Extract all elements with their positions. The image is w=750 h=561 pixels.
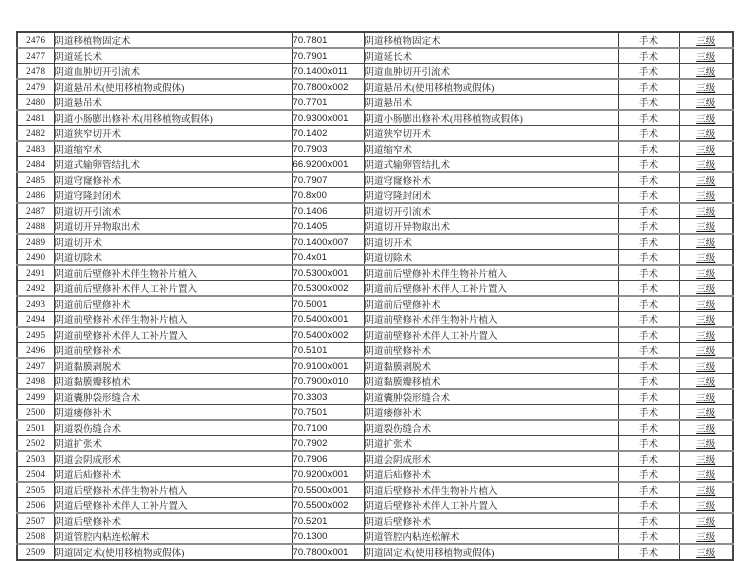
procedure-name-repeat-cell: 阴道后疝修补术 — [364, 467, 618, 483]
procedure-table — [16, 31, 734, 561]
category-cell: 手术 — [618, 312, 679, 328]
row-index-cell: 2482 — [17, 126, 54, 142]
procedure-name-cell: 阴道切开术 — [54, 234, 292, 250]
procedure-name-repeat-cell: 阴道管腔内粘连松解术 — [364, 529, 618, 545]
category-cell: 手术 — [618, 544, 679, 560]
procedure-name-repeat-cell: 阴道缩窄术 — [364, 141, 618, 157]
table-row — [17, 327, 733, 343]
table-row — [17, 219, 733, 235]
category-cell: 手术 — [618, 265, 679, 281]
procedure-name-repeat-cell: 阴道延长术 — [364, 48, 618, 64]
category-cell: 手术 — [618, 420, 679, 436]
row-index-cell: 2485 — [17, 172, 54, 188]
icd-code-cell: 70.7902 — [292, 436, 364, 452]
procedure-name-repeat-cell: 阴道前壁修补术 — [364, 343, 618, 359]
level-cell: 三级 — [679, 234, 733, 250]
level-cell: 三级 — [679, 312, 733, 328]
procedure-name-repeat-cell: 阴道前后壁修补术伴生物补片植入 — [364, 265, 618, 281]
procedure-name-repeat-cell: 阴道穹窿修补术 — [364, 172, 618, 188]
procedure-name-cell: 阴道瘘修补术 — [54, 405, 292, 421]
level-cell: 三级 — [679, 482, 733, 498]
icd-code-cell: 70.1400x011 — [292, 64, 364, 80]
procedure-name-repeat-cell: 阴道切开异物取出术 — [364, 219, 618, 235]
procedure-name-repeat-cell: 阴道切开术 — [364, 234, 618, 250]
procedure-name-repeat-cell: 阴道黏膜瓣移植术 — [364, 374, 618, 390]
row-index-cell: 2491 — [17, 265, 54, 281]
icd-code-cell: 70.7907 — [292, 172, 364, 188]
procedure-name-cell: 阴道切开异物取出术 — [54, 219, 292, 235]
table-row — [17, 172, 733, 188]
procedure-name-cell: 阴道黏膜瓣移植术 — [54, 374, 292, 390]
procedure-name-cell: 阴道小肠膨出修补术(用移植物或假体) — [54, 110, 292, 126]
icd-code-cell: 70.5001 — [292, 296, 364, 312]
row-index-cell: 2507 — [17, 513, 54, 529]
category-cell: 手术 — [618, 467, 679, 483]
icd-code-cell: 70.5400x002 — [292, 327, 364, 343]
level-cell: 三级 — [679, 157, 733, 173]
level-cell: 三级 — [679, 374, 733, 390]
category-cell: 手术 — [618, 203, 679, 219]
table-row — [17, 343, 733, 359]
table-row — [17, 498, 733, 514]
category-cell: 手术 — [618, 405, 679, 421]
procedure-name-cell: 阴道前后壁修补术伴生物补片植入 — [54, 265, 292, 281]
row-index-cell: 2499 — [17, 389, 54, 405]
icd-code-cell: 70.5101 — [292, 343, 364, 359]
level-cell: 三级 — [679, 95, 733, 111]
procedure-name-cell: 阴道后壁修补术 — [54, 513, 292, 529]
row-index-cell: 2504 — [17, 467, 54, 483]
table-row — [17, 32, 733, 48]
procedure-name-cell: 阴道会阴成形术 — [54, 451, 292, 467]
procedure-name-repeat-cell: 阴道前后壁修补术 — [364, 296, 618, 312]
category-cell: 手术 — [618, 110, 679, 126]
level-cell: 三级 — [679, 110, 733, 126]
level-cell: 三级 — [679, 126, 733, 142]
icd-code-cell: 70.8x00 — [292, 188, 364, 204]
procedure-name-repeat-cell: 阴道切除术 — [364, 250, 618, 266]
procedure-name-repeat-cell: 阴道血肿切开引流术 — [364, 64, 618, 80]
category-cell: 手术 — [618, 513, 679, 529]
row-index-cell: 2477 — [17, 48, 54, 64]
procedure-name-repeat-cell: 阴道狭窄切开术 — [364, 126, 618, 142]
procedure-name-repeat-cell: 阴道扩张术 — [364, 436, 618, 452]
table-row — [17, 436, 733, 452]
table-row — [17, 358, 733, 374]
procedure-name-cell: 阴道前后壁修补术伴人工补片置入 — [54, 281, 292, 297]
table-row — [17, 141, 733, 157]
procedure-name-cell: 阴道式输卵管结扎术 — [54, 157, 292, 173]
row-index-cell: 2492 — [17, 281, 54, 297]
level-cell: 三级 — [679, 451, 733, 467]
category-cell: 手术 — [618, 157, 679, 173]
procedure-name-cell: 阴道前壁修补术伴生物补片植入 — [54, 312, 292, 328]
procedure-name-cell: 阴道切除术 — [54, 250, 292, 266]
category-cell: 手术 — [618, 281, 679, 297]
table-row — [17, 451, 733, 467]
category-cell: 手术 — [618, 32, 679, 48]
row-index-cell: 2497 — [17, 358, 54, 374]
row-index-cell: 2494 — [17, 312, 54, 328]
procedure-name-repeat-cell: 阴道式输卵管结扎术 — [364, 157, 618, 173]
icd-code-cell: 70.1400x007 — [292, 234, 364, 250]
level-cell: 三级 — [679, 467, 733, 483]
category-cell: 手术 — [618, 327, 679, 343]
category-cell: 手术 — [618, 95, 679, 111]
icd-code-cell: 70.7903 — [292, 141, 364, 157]
row-index-cell: 2498 — [17, 374, 54, 390]
category-cell: 手术 — [618, 48, 679, 64]
level-cell: 三级 — [679, 64, 733, 80]
procedure-name-repeat-cell: 阴道裂伤缝合术 — [364, 420, 618, 436]
procedure-name-repeat-cell: 阴道固定术(使用移植物或假体) — [364, 544, 618, 560]
category-cell: 手术 — [618, 188, 679, 204]
category-cell: 手术 — [618, 451, 679, 467]
category-cell: 手术 — [618, 172, 679, 188]
procedure-name-repeat-cell: 阴道悬吊术 — [364, 95, 618, 111]
icd-code-cell: 70.7800x001 — [292, 544, 364, 560]
procedure-name-cell: 阴道狭窄切开术 — [54, 126, 292, 142]
table-row — [17, 374, 733, 390]
icd-code-cell: 70.1405 — [292, 219, 364, 235]
procedure-name-cell: 阴道悬吊术(使用移植物或假体) — [54, 79, 292, 95]
table-row — [17, 312, 733, 328]
procedure-name-repeat-cell: 阴道移植物固定术 — [364, 32, 618, 48]
row-index-cell: 2476 — [17, 32, 54, 48]
category-cell: 手术 — [618, 126, 679, 142]
procedure-name-cell: 阴道裂伤缝合术 — [54, 420, 292, 436]
procedure-name-cell: 阴道前壁修补术伴人工补片置入 — [54, 327, 292, 343]
icd-code-cell: 70.7701 — [292, 95, 364, 111]
table-row — [17, 203, 733, 219]
procedure-table-body — [17, 32, 733, 560]
procedure-name-repeat-cell: 阴道后壁修补术 — [364, 513, 618, 529]
procedure-name-cell: 阴道扩张术 — [54, 436, 292, 452]
row-index-cell: 2501 — [17, 420, 54, 436]
row-index-cell: 2505 — [17, 482, 54, 498]
level-cell: 三级 — [679, 498, 733, 514]
icd-code-cell: 70.5300x002 — [292, 281, 364, 297]
procedure-name-cell: 阴道穹隆封闭术 — [54, 188, 292, 204]
procedure-name-cell: 阴道缩窄术 — [54, 141, 292, 157]
level-cell: 三级 — [679, 436, 733, 452]
icd-code-cell: 70.7501 — [292, 405, 364, 421]
procedure-name-cell: 阴道悬吊术 — [54, 95, 292, 111]
level-cell: 三级 — [679, 544, 733, 560]
level-cell: 三级 — [679, 32, 733, 48]
procedure-name-cell: 阴道后壁修补术伴人工补片置入 — [54, 498, 292, 514]
row-index-cell: 2481 — [17, 110, 54, 126]
table-row — [17, 420, 733, 436]
category-cell: 手术 — [618, 219, 679, 235]
category-cell: 手术 — [618, 374, 679, 390]
procedure-name-repeat-cell: 阴道后壁修补术伴人工补片置入 — [364, 498, 618, 514]
procedure-name-cell: 阴道切开引流术 — [54, 203, 292, 219]
category-cell: 手术 — [618, 389, 679, 405]
category-cell: 手术 — [618, 234, 679, 250]
icd-code-cell: 70.1402 — [292, 126, 364, 142]
row-index-cell: 2500 — [17, 405, 54, 421]
table-row — [17, 296, 733, 312]
row-index-cell: 2483 — [17, 141, 54, 157]
procedure-name-repeat-cell: 阴道前后壁修补术伴人工补片置入 — [364, 281, 618, 297]
procedure-name-repeat-cell: 阴道悬吊术(使用移植物或假体) — [364, 79, 618, 95]
level-cell: 三级 — [679, 513, 733, 529]
level-cell: 三级 — [679, 141, 733, 157]
procedure-name-cell: 阴道后壁修补术伴生物补片植入 — [54, 482, 292, 498]
level-cell: 三级 — [679, 219, 733, 235]
procedure-name-repeat-cell: 阴道前壁修补术伴人工补片置入 — [364, 327, 618, 343]
level-cell: 三级 — [679, 172, 733, 188]
table-row — [17, 529, 733, 545]
table-row — [17, 513, 733, 529]
row-index-cell: 2508 — [17, 529, 54, 545]
level-cell: 三级 — [679, 358, 733, 374]
row-index-cell: 2479 — [17, 79, 54, 95]
row-index-cell: 2509 — [17, 544, 54, 560]
category-cell: 手术 — [618, 498, 679, 514]
table-row — [17, 79, 733, 95]
procedure-name-repeat-cell: 阴道后壁修补术伴生物补片植入 — [364, 482, 618, 498]
level-cell: 三级 — [679, 420, 733, 436]
row-index-cell: 2488 — [17, 219, 54, 235]
procedure-name-repeat-cell: 阴道会阴成形术 — [364, 451, 618, 467]
icd-code-cell: 70.7906 — [292, 451, 364, 467]
row-index-cell: 2487 — [17, 203, 54, 219]
level-cell: 三级 — [679, 250, 733, 266]
icd-code-cell: 70.5300x001 — [292, 265, 364, 281]
procedure-name-repeat-cell: 阴道瘘修补术 — [364, 405, 618, 421]
procedure-name-cell: 阴道血肿切开引流术 — [54, 64, 292, 80]
level-cell: 三级 — [679, 79, 733, 95]
icd-code-cell: 70.5500x001 — [292, 482, 364, 498]
category-cell: 手术 — [618, 529, 679, 545]
row-index-cell: 2480 — [17, 95, 54, 111]
icd-code-cell: 70.5201 — [292, 513, 364, 529]
table-row — [17, 126, 733, 142]
icd-code-cell: 70.7100 — [292, 420, 364, 436]
level-cell: 三级 — [679, 203, 733, 219]
level-cell: 三级 — [679, 529, 733, 545]
procedure-name-cell: 阴道管腔内粘连松解术 — [54, 529, 292, 545]
icd-code-cell: 70.1406 — [292, 203, 364, 219]
level-cell: 三级 — [679, 389, 733, 405]
table-row — [17, 234, 733, 250]
procedure-name-cell: 阴道前后壁修补术 — [54, 296, 292, 312]
row-index-cell: 2489 — [17, 234, 54, 250]
category-cell: 手术 — [618, 141, 679, 157]
procedure-name-repeat-cell: 阴道黏膜剥脱术 — [364, 358, 618, 374]
table-row — [17, 265, 733, 281]
icd-code-cell: 70.4x01 — [292, 250, 364, 266]
row-index-cell: 2486 — [17, 188, 54, 204]
level-cell: 三级 — [679, 281, 733, 297]
icd-code-cell: 70.9200x001 — [292, 467, 364, 483]
category-cell: 手术 — [618, 482, 679, 498]
row-index-cell: 2502 — [17, 436, 54, 452]
row-index-cell: 2495 — [17, 327, 54, 343]
row-index-cell: 2493 — [17, 296, 54, 312]
icd-code-cell: 70.5400x001 — [292, 312, 364, 328]
table-row — [17, 250, 733, 266]
table-row — [17, 48, 733, 64]
level-cell: 三级 — [679, 327, 733, 343]
row-index-cell: 2478 — [17, 64, 54, 80]
icd-code-cell: 70.7900x010 — [292, 374, 364, 390]
table-row — [17, 157, 733, 173]
procedure-name-cell: 阴道囊肿袋形缝合术 — [54, 389, 292, 405]
table-row — [17, 281, 733, 297]
icd-code-cell: 70.9100x001 — [292, 358, 364, 374]
icd-code-cell: 70.3303 — [292, 389, 364, 405]
level-cell: 三级 — [679, 343, 733, 359]
procedure-name-cell: 阴道移植物固定术 — [54, 32, 292, 48]
icd-code-cell: 70.9300x001 — [292, 110, 364, 126]
procedure-name-cell: 阴道黏膜剥脱术 — [54, 358, 292, 374]
category-cell: 手术 — [618, 79, 679, 95]
level-cell: 三级 — [679, 48, 733, 64]
level-cell: 三级 — [679, 296, 733, 312]
category-cell: 手术 — [618, 343, 679, 359]
table-row — [17, 110, 733, 126]
category-cell: 手术 — [618, 358, 679, 374]
icd-code-cell: 70.7800x002 — [292, 79, 364, 95]
row-index-cell: 2484 — [17, 157, 54, 173]
procedure-name-cell: 阴道延长术 — [54, 48, 292, 64]
icd-code-cell: 70.7901 — [292, 48, 364, 64]
icd-code-cell: 66.9200x001 — [292, 157, 364, 173]
table-row — [17, 64, 733, 80]
procedure-name-cell: 阴道穹窿修补术 — [54, 172, 292, 188]
procedure-name-repeat-cell: 阴道小肠膨出修补术(用移植物或假体) — [364, 110, 618, 126]
category-cell: 手术 — [618, 436, 679, 452]
procedure-name-repeat-cell: 阴道穹隆封闭术 — [364, 188, 618, 204]
procedure-name-repeat-cell: 阴道囊肿袋形缝合术 — [364, 389, 618, 405]
row-index-cell: 2490 — [17, 250, 54, 266]
level-cell: 三级 — [679, 188, 733, 204]
table-row — [17, 482, 733, 498]
icd-code-cell: 70.5500x002 — [292, 498, 364, 514]
procedure-name-repeat-cell: 阴道切开引流术 — [364, 203, 618, 219]
category-cell: 手术 — [618, 296, 679, 312]
table-row — [17, 405, 733, 421]
table-row — [17, 188, 733, 204]
level-cell: 三级 — [679, 265, 733, 281]
table-row — [17, 95, 733, 111]
table-row — [17, 467, 733, 483]
row-index-cell: 2496 — [17, 343, 54, 359]
procedure-name-cell: 阴道前壁修补术 — [54, 343, 292, 359]
row-index-cell: 2506 — [17, 498, 54, 514]
category-cell: 手术 — [618, 250, 679, 266]
level-cell: 三级 — [679, 405, 733, 421]
table-row — [17, 389, 733, 405]
row-index-cell: 2503 — [17, 451, 54, 467]
category-cell: 手术 — [618, 64, 679, 80]
icd-code-cell: 70.7801 — [292, 32, 364, 48]
icd-code-cell: 70.1300 — [292, 529, 364, 545]
procedure-name-repeat-cell: 阴道前壁修补术伴生物补片植入 — [364, 312, 618, 328]
table-row — [17, 544, 733, 560]
procedure-name-cell: 阴道后疝修补术 — [54, 467, 292, 483]
procedure-name-cell: 阴道固定术(使用移植物或假体) — [54, 544, 292, 560]
